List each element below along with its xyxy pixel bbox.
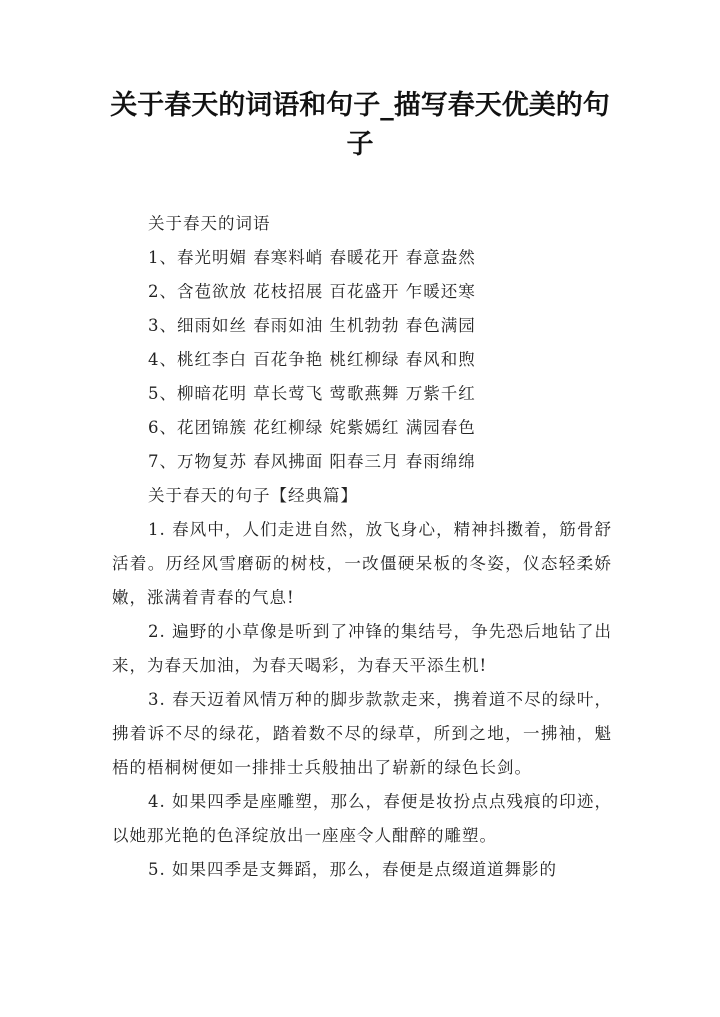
sentence-paragraph-5: 5. 如果四季是支舞蹈，那么，春便是点缀道道舞影的 [148,860,557,879]
sentences-heading: 关于春天的句子【经典篇】 [148,486,358,505]
word-line-5: 5、柳暗花明 草长莺飞 莺歌燕舞 万紫千红 [148,384,476,403]
sentence-paragraph-2: 2. 遍野的小草像是听到了冲锋的集结号，争先恐后地钻了出来，为春天加油，为春天喝彩，为春天平添生机! [112,622,612,675]
sentence-paragraph-1: 1. 春风中，人们走进自然，放飞身心，精神抖擞着，筋骨舒活着。历经风雪磨砺的树枝，一改僵硬呆板的冬姿，仪态轻柔娇嫩，涨满着青春的气息! [112,520,612,607]
word-line-7: 7、万物复苏 春风拂面 阳春三月 春雨绵绵 [148,452,476,471]
sentence-paragraph-3: 3. 春天迈着风情万种的脚步款款走来，携着道不尽的绿叶，拂着诉不尽的绿花，踏着数不尽的绿草，所到之地，一拂袖，魁梧的梧桐树便如一排排士兵般抽出了崭新的绿色长剑。 [112,690,612,777]
word-line-4: 4、桃红李白 百花争艳 桃红柳绿 春风和煦 [148,350,476,369]
word-line-6: 6、花团锦簇 花红柳绿 姹紫嫣红 满园春色 [148,418,476,437]
words-heading: 关于春天的词语 [148,214,271,233]
document-body [112,207,612,887]
word-line-3: 3、细雨如丝 春雨如油 生机勃勃 春色满园 [148,316,476,335]
word-line-2: 2、含苞欲放 花枝招展 百花盛开 乍暖还寒 [148,282,476,301]
document-title: 关于春天的词语和句子_描写春天优美的句子 [110,90,610,160]
word-line-1: 1、春光明媚 春寒料峭 春暖花开 春意盎然 [148,248,476,267]
sentence-paragraph-4: 4. 如果四季是座雕塑，那么，春便是妆扮点点残痕的印迹，以她那光艳的色泽绽放出一座座令人酣醉的雕塑。 [112,792,612,845]
